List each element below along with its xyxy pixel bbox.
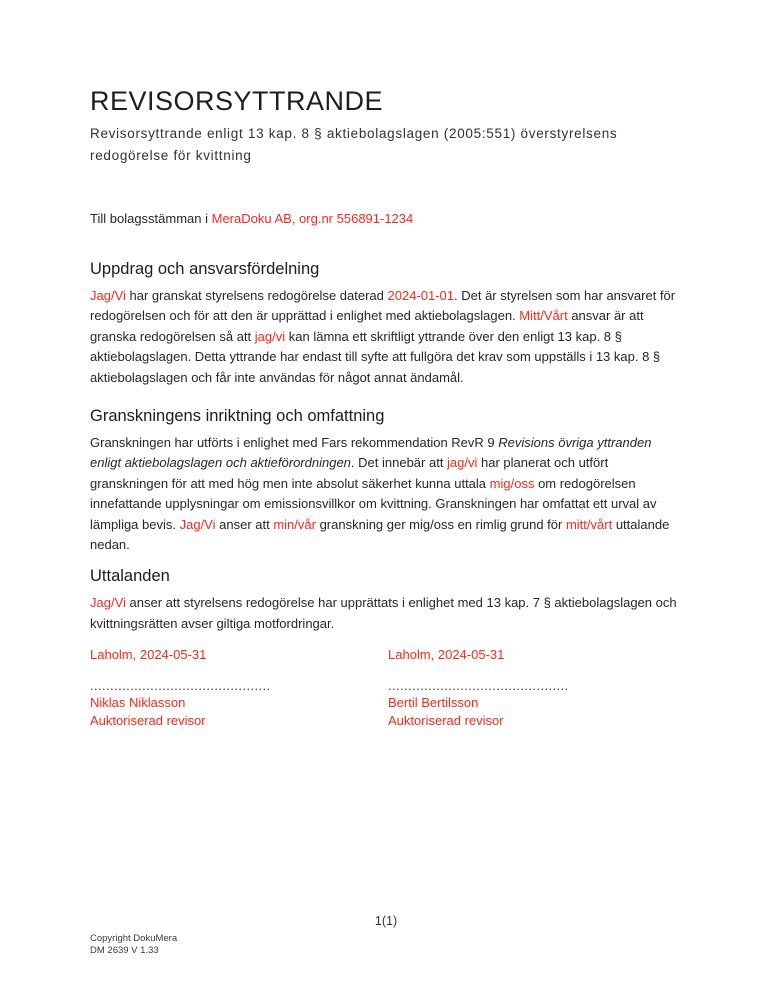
signature-block-left [90, 647, 388, 730]
signature-name: Bertil Bertilsson [388, 695, 479, 711]
signature-place-date: Laholm, 2024-05-31 [388, 647, 505, 663]
section-paragraph-uppdrag: Jag/Vi har granskat styrelsens redogörelse daterad 2024-01-01. Det är styrelsen som har ansvaret för redogörelsen och för att den är upprättad i enlighet med aktiebolagslagen. Mitt/Vårt ansvar är att granska redogörelsen så att jag/vi kan lämna ett skriftligt yttrande över den enligt 13 kap. 8 § aktiebolagslagen. Detta yttrande har endast till syfte att fullgöra det krav som uppställs i 13 kap. 8 § aktiebolagslagen och får inte användas för något annat ändamål. [90, 288, 676, 385]
signature-place-date: Laholm, 2024-05-31 [90, 647, 207, 663]
signature-role: Auktoriserad revisor [90, 713, 206, 729]
document-title: REVISORSYTTRANDE [90, 86, 384, 116]
copyright-block [90, 933, 177, 956]
signature-dotted-line: ............................................. [90, 679, 271, 694]
salutation-line: Till bolagsstämman i MeraDoku AB, org.nr 556891-1234 [90, 211, 414, 226]
section-paragraph-granskning: Granskningen har utförts i enlighet med Fars rekommendation RevR 9 Revisions övriga yttranden enligt aktiebolagslagen och aktieförordningen. Det innebär att jag/vi har planerat och utfört granskningen för att med hög men inte absolut säkerhet kunna uttala mig/oss om redogörelsen innefattande upplysningar om emissionsvillkor om kvittning. Granskningen har omfattat ett urval av lämpliga bevis. Jag/Vi anser att min/vår granskning ger mig/oss en rimlig grund för mitt/vårt uttalande nedan. [90, 435, 670, 553]
copyright-line-1: Copyright DokuMera [90, 933, 178, 944]
document-content [90, 0, 686, 730]
signature-dotted-line: ............................................. [388, 679, 569, 694]
signature-area [90, 647, 686, 730]
signature-name: Niklas Niklasson [90, 695, 186, 711]
signature-role: Auktoriserad revisor [388, 713, 504, 729]
section-heading-uppdrag: Uppdrag och ansvarsfördelning [90, 260, 320, 278]
signature-block-right [388, 647, 686, 730]
page-number: 1(1) [374, 914, 398, 928]
document-subtitle: Revisorsyttrande enligt 13 kap. 8 § aktiebolagslagen (2005:551) överstyrelsens redogörelse för kvittning [90, 126, 618, 163]
section-paragraph-uttalanden: Jag/Vi anser att styrelsens redogörelse har upprättats i enlighet med 13 kap. 7 § aktiebolagslagen och kvittningsrätten avser giltiga motfordringar. [90, 595, 677, 631]
section-heading-granskning: Granskningens inriktning och omfattning [90, 407, 385, 426]
copyright-line-2: DM 2639 V 1.33 [90, 944, 159, 956]
section-heading-uttalanden: Uttalanden [90, 567, 170, 586]
